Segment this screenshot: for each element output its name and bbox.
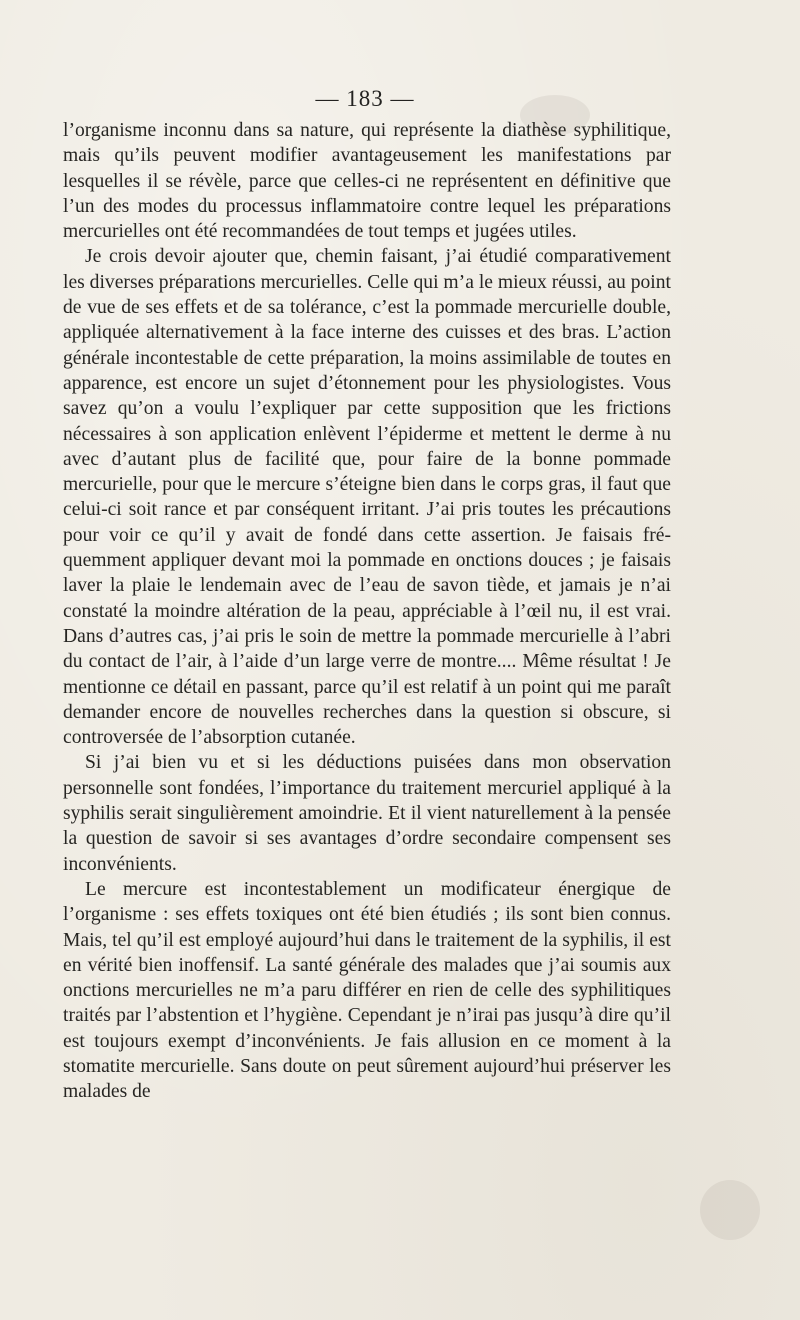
paragraph: Si j’ai bien vu et si les déductions puisées dans mon observation personnelle sont fondées, l’importance du traitement mercuriel appliqué à la syphilis serait singulièrement amoindrie. Et il vient naturellement à la pensée la question de savoir si ses avantages d’ordre secondaire compensent ses inconvénients. <box>63 752 671 875</box>
body-text <box>63 118 671 1105</box>
page-number: — 183 — <box>315 86 415 111</box>
paper-stain <box>700 1180 760 1240</box>
paragraph: l’organisme inconnu dans sa nature, qui représente la diathèse syphilitique, mais qu’ils peuvent modifier avantageusement les manifestations par lesquelles il se révèle, parce que celles-ci ne représentent en définitive que l’un des modes du processus inflammatoire contre lequel les préparations mercurielles ont été recommandées de tout temps et jugées utiles. <box>63 120 671 243</box>
paragraph: Je crois devoir ajouter que, chemin faisant, j’ai étudié comparativement les diverses préparations mercurielles. Celle qui m’a le mieux réussi, au point de vue de ses effets et de sa tolérance, c’est la pommade mercurielle double, appliquée alternativement à la face interne des cuisses et des bras. L’action générale incontestable de cette préparation, la moins assimilable de toutes en apparence, est encore un sujet d’étonnement pour les physiologistes. Vous savez qu’on a voulu l’expliquer par cette supposition que les frictions nécessaires à son application enlèvent l’épiderme et mettent le derme à nu avec d’autant plus de facilité que, pour faire de la bonne pommade mercurielle, pour que le mercure s’éteigne bien dans le corps gras, il faut que celui-ci soit rance et par conséquent irritant. J’ai pris toutes les précautions pour voir ce qu’il y avait de fondé dans cette assertion. Je faisais fréquemment appliquer devant moi la pommade en onctions douces ; je faisais laver la plaie le lendemain avec de l’eau de savon tiède, et jamais je n’ai constaté la moindre altération de la peau, appréciable à l’œil nu, il est vrai. Dans d’autres cas, j’ai pris le soin de mettre la pommade mercurielle à l’abri du contact de l’air, à l’aide d’un large verre de montre.... Même résultat ! Je mentionne ce détail en passant, parce qu’il est relatif à un point qui me paraît demander encore de nouvelles recherches dans la question si obscure, si controversée de l’absorption cutanée. <box>63 246 671 749</box>
paragraph: Le mercure est incontestablement un modificateur énergique de l’organisme : ses effets toxiques ont été bien étudiés ; ils sont bien connus. Mais, tel qu’il est employé aujourd’hui dans le traitement de la syphilis, il est en vérité bien inoffensif. La santé générale des malades que j’ai soumis aux onctions mercurielles ne m’a paru différer en rien de celle des syphilitiques traités par l’abstention et l’hygiène. Cependant je n’irai pas jusqu’à dire qu’il est toujours exempt d’inconvénients. Je fais allusion en ce moment à la stomatite mercurielle. Sans doute on peut sûrement aujourd’hui préserver les malades de <box>63 878 671 1103</box>
